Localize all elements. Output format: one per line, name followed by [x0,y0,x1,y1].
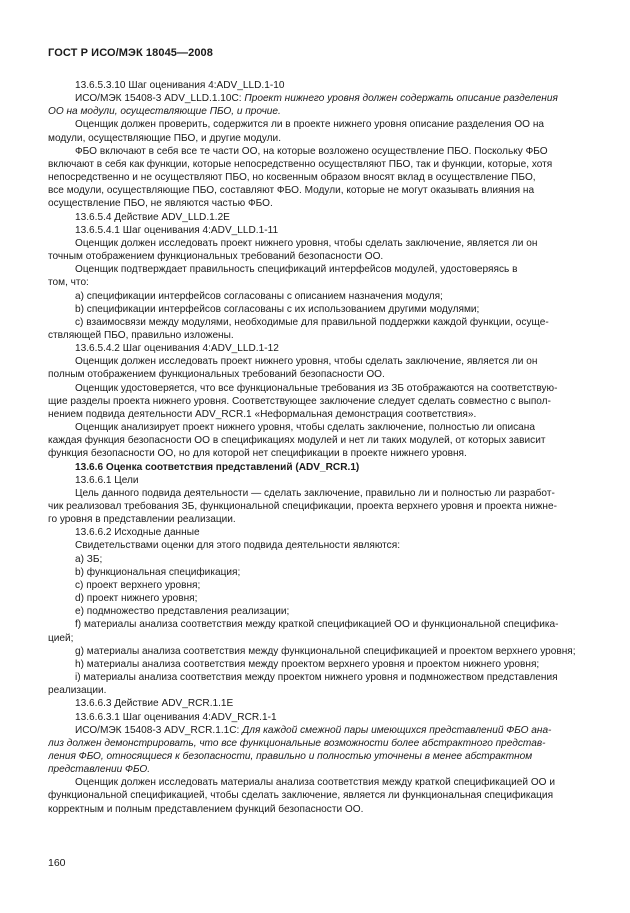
text-line: c) взаимосвязи между модулями, необходимые для правильной поддержки каждой функции, осуще- [75,316,549,328]
text-line: c) проект верхнего уровня; [75,579,201,591]
text-segment: Для каждой смежной пары имеющихся представлений ФБО ана- [242,724,552,736]
text-line [48,105,584,118]
text-line: Оценщик удостоверяется, что все функциональные требования из ЗБ отображаются на соответствую- [75,382,558,394]
text-line [48,763,584,776]
page-number: 160 [48,857,66,869]
text-line: 13.6.6.3.1 Шаг оценивания 4:ADV_RCR.1-1 [75,711,277,723]
text-line: Оценщик должен исследовать проект нижнего уровня, чтобы сделать заключение, является ли он [75,356,538,368]
text-line: чик реализовал требования ЗБ, функциональной спецификации, проекта верхнего уровня и проекта нижне- [48,501,557,512]
text-line: a) спецификации интерфейсов согласованы с описанием назначения модуля; [75,290,443,302]
text-line: d) проект нижнего уровня; [75,593,198,605]
text-line: корректным и полным представлением функций безопасности ОО. [48,803,364,815]
text-line: Свидетельствами оценки для этого подвида деятельности являются: [75,540,401,552]
text-line: том, что: [48,277,89,289]
text-segment: ИСО/МЭК 15408-3 ADV_RCR.1.1С: [75,724,243,736]
text-line: i) материалы анализа соответствия между проектом нижнего уровня и подмножеством представления [75,672,558,684]
text-segment: представлении ФБО. [48,764,151,776]
text-line: щие разделы проекта нижнего уровня. Соответствующее заключение следует сделать совместно с выпол- [48,395,551,407]
text-line: непосредственно и не осуществляют ПБО, но косвенным образом вносят вклад в осуществление ПБО, [48,172,536,184]
text-line: цией; [48,632,74,644]
text-line: 13.6.6 Оценка соответствия представлений (ADV_RCR.1) [75,461,360,473]
text-line: 13.6.6.1 Цели [75,474,139,486]
text-line: Оценщик подтверждает правильность спецификаций интерфейсов модулей, удостоверяясь в [75,264,518,276]
text-line: f) материалы анализа соответствия между краткой спецификацией ОО и функциональной специфика- [75,619,559,631]
text-line: b) функциональная спецификация; [75,566,241,578]
text-line: a) ЗБ; [75,553,103,565]
text-line: осуществление ПБО, не являются частью ФБО. [48,198,273,210]
text-line: Оценщик должен проверить, содержится ли в проекте нижнего уровня описание разделения ОО на [75,119,545,131]
text-line: нением подвида деятельности ADV_RCR.1 «Неформальная демонстрация соответствия». [48,408,477,420]
text-line: функция безопасности ОО, но для которой нет спецификации в проекте нижнего уровня. [48,448,467,460]
document-body [48,79,584,816]
text-line: 13.6.6.2 Исходные данные [75,527,200,539]
text-line: 13.6.5.4 Действие ADV_LLD.1.2E [75,211,230,223]
text-segment: ления ФБО, относящиеся к безопасности, правильно и полностью уточнены в менее абстрактном [48,750,533,762]
text-line: 13.6.5.4.2 Шаг оценивания 4:ADV_LLD.1-12 [75,343,279,355]
text-line: g) материалы анализа соответствия между функциональной спецификацией и проектом верхнего уровня; [75,645,576,657]
text-line: ствляющей ПБО, правильно изложены. [48,329,234,341]
text-line: реализации. [48,685,107,697]
text-line: Оценщик должен исследовать материалы анализа соответствия между краткой спецификацией ОО и [75,777,555,789]
text-line: Оценщик должен исследовать проект нижнего уровня, чтобы сделать заключение, является ли он [75,237,538,249]
text-line: e) подмножество представления реализации; [75,606,290,618]
text-line [48,92,584,105]
text-line: 13.6.5.4.1 Шаг оценивания 4:ADV_LLD.1-11 [75,224,279,236]
document-header: ГОСТ Р ИСО/МЭК 18045—2008 [48,47,213,59]
text-line: h) материалы анализа соответствия между проектом верхнего уровня и проектом нижнего уровня; [75,658,540,670]
text-line: го уровня в представлении реализации. [48,514,236,526]
text-line: все модули, осуществляющие ПБО, составляют ФБО. Модули, которые не могут оказывать влияния на [48,185,535,197]
text-line: полным отображением функциональных требований безопасности ОО. [48,369,385,381]
text-line: 13.6.5.3.10 Шаг оценивания 4:ADV_LLD.1-10 [75,80,285,91]
text-segment: Проект нижнего уровня должен содержать описание разделения [244,93,558,105]
text-line: Оценщик анализирует проект нижнего уровня, чтобы сделать заключение, полностью ли описана [75,422,535,434]
text-line: точным отображением функциональных требований безопасности ОО. [48,251,384,263]
text-line [48,737,584,750]
text-line [48,750,584,763]
text-line: Цель данного подвида деятельности — сделать заключение, правильно ли и полностью ли разработ- [75,487,555,499]
text-line: ФБО включают в себя все те части ОО, на которые возложено осуществление ПБО. Поскольку ФБО [75,145,548,157]
text-line: функциональной спецификацией, чтобы сделать заключение, является ли функциональная спецификация [48,790,554,802]
text-segment: ИСО/МЭК 15408-3 ADV_LLD.1.10С: [75,93,245,105]
text-line: b) спецификации интерфейсов согласованы с их использованием другими модулями; [75,303,480,315]
text-line: 13.6.6.3 Действие ADV_RCR.1.1E [75,698,234,710]
text-segment: ОО на модули, осуществляющие ПБО, и прочие. [48,106,281,118]
text-line: модули, осуществляющие ПБО, и другие модули. [48,132,282,144]
text-segment: лиз должен демонстрировать, что все функциональные возможности более абстрактного представ- [48,737,546,749]
text-line [48,724,584,737]
text-line: включают в себя как функции, которые непосредственно осуществляют ПБО, так и функции, которые, хотя [48,158,553,170]
text-line: каждая функция безопасности ОО в спецификациях модулей и нет ли таких модулей, от которых зависит [48,435,546,447]
